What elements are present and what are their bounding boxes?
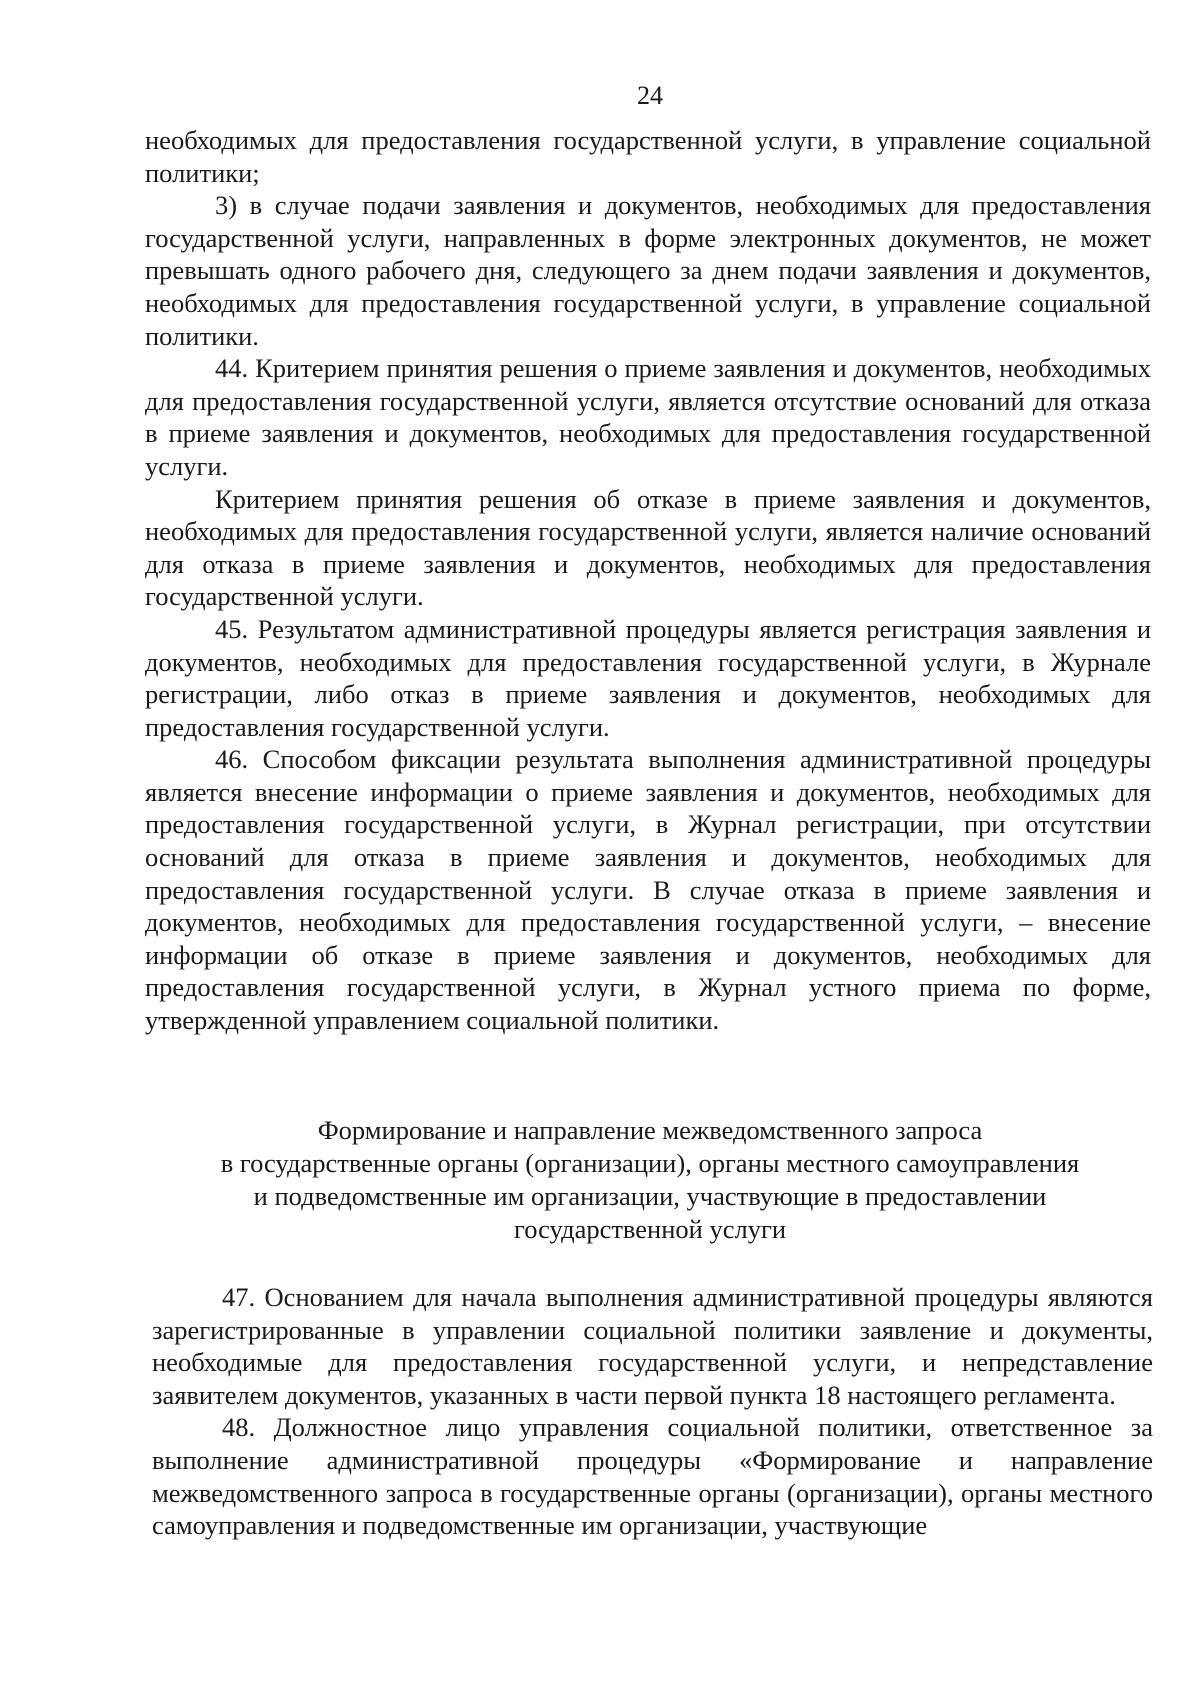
section-heading [140,1114,1160,1246]
paragraph-45: 45. Результатом административной процедуры является регистрация заявления и документов, необходимых для предоставления государственной услуги, в Журнале регистрации, либо отказ в приеме заявления и документов, необходимых для предоставления государственной услуги. [145,613,1151,742]
section-heading-line: и подведомственные им организации, участвующие в предоставлении [253,1181,1047,1211]
paragraph-46: 46. Способом фиксации результата выполнения административной процедуры является внесение информации о приеме заявления и документов, необходимых для предоставления государственной услуги, в Журнал регистрации, при отсутствии оснований для отказа в приеме заявления и документов, необходимых для предоставления государственной услуги. В случае отказа в приеме заявления и документов, необходимых для предоставления государственной услуги, – внесение информации об отказе в приеме заявления и документов, необходимых для предоставления государственной услуги, в Журнал устного приема по форме, утвержденной управлением социальной политики. [145,744,1151,1036]
page-number: 24 [637,81,663,110]
section-heading-line: Формирование и направление межведомственного запроса [317,1115,983,1145]
paragraph-continuation: необходимых для предоставления государственной услуги, в управление социальной политики; [145,125,1151,188]
section-heading-line: государственной услуги [513,1214,787,1244]
document-body-bottom [152,1281,1153,1542]
paragraph-48: 48. Должностное лицо управления социальной политики, ответственное за выполнение административной процедуры «Формирование и направление межведомственного запроса в государственные органы (организации), органы местного самоуправления и подведомственные им организации, участвующие [152,1412,1153,1541]
paragraph-44: 44. Критерием принятия решения о приеме заявления и документов, необходимых для предоставления государственной услуги, является отсутствие оснований для отказа в приеме заявления и документов, необходимых для предоставления государственной услуги. [145,353,1151,481]
paragraph-47: 47. Основанием для начала выполнения административной процедуры являются зарегистрированные в управлении социальной политики заявление и документы, необходимые для предоставления государственной услуги, и непредставление заявителем документов, указанных в части первой пункта 18 настоящего регламента. [152,1282,1153,1410]
paragraph-item-3: 3) в случае подачи заявления и документов, необходимых для предоставления государственной услуги, направленных в форме электронных документов, не может превышать одного рабочего дня, следующего за днем подачи заявления и документов, необходимых для предоставления государственной услуги, в управление социальной политики. [145,190,1151,351]
paragraph-44-refusal-criterion: Критерием принятия решения об отказе в приеме заявления и документов, необходимых для предоставления государственной услуги, является наличие оснований для отказа в приеме заявления и документов, необходимых для предоставления государственной услуги. [145,483,1151,612]
section-heading-line: в государственные органы (организации), органы местного самоуправления [220,1148,1080,1178]
document-body-top [145,124,1151,1037]
